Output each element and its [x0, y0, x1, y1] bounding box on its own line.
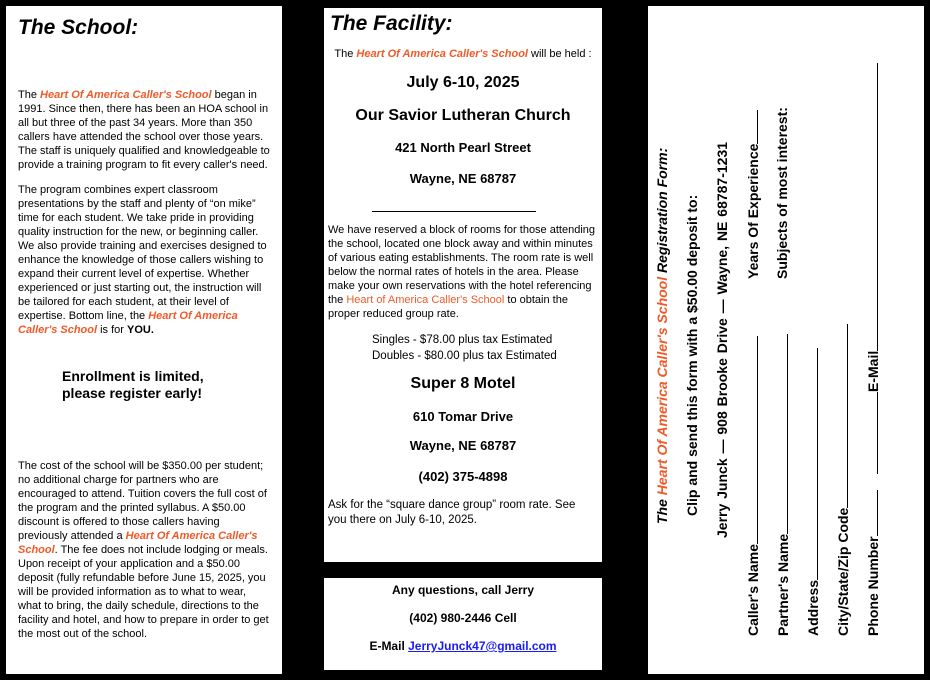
venue-city: Wayne, NE 68787: [409, 171, 517, 186]
doubles-rate: Doubles - $80.00 plus tax Estimated: [372, 350, 557, 362]
facility-title: The Facility:: [330, 12, 453, 35]
contact-panel: [324, 578, 602, 670]
years-experience-field[interactable]: Years Of Experience: [744, 110, 761, 279]
facility-panel: [324, 8, 602, 562]
school-title: The School:: [18, 16, 139, 39]
hotel-name: Super 8 Motel: [410, 375, 516, 392]
mailing-address: Jerry Junck — 908 Brooke Drive — Wayne, NE 68787-1231: [714, 141, 730, 538]
callers-name-field[interactable]: Caller's Name: [744, 336, 761, 636]
hotel-street: 610 Tomar Drive: [412, 409, 514, 424]
registration-panel: [648, 6, 924, 674]
subjects-field[interactable]: Subjects of most interest:: [774, 107, 790, 279]
registration-title: The Heart Of America Caller's School Registration Form:: [654, 147, 670, 524]
partners-name-field[interactable]: Partner's Name: [774, 334, 791, 636]
city-state-zip-field[interactable]: City/State/Zip Code: [834, 324, 851, 636]
email-field[interactable]: E-Mail: [864, 63, 881, 474]
address-field[interactable]: Address: [804, 348, 821, 636]
registration-form: [648, 6, 924, 674]
school-panel: [6, 6, 282, 674]
phone-number-field[interactable]: Phone Number: [864, 490, 881, 636]
registration-instruction: Clip and send this form with a $50.00 deposit to:: [684, 194, 700, 516]
contact-email-line: E-Mail JerryJunck47@gmail.com: [369, 639, 557, 653]
hotel-city: Wayne, NE 68787: [409, 438, 517, 453]
school-name: Heart Of America Caller's School: [18, 310, 238, 336]
questions-line: Any questions, call Jerry: [391, 583, 535, 597]
singles-rate: Singles - $78.00 plus tax Estimated: [372, 334, 553, 346]
school-intro-paragraph: The Heart Of America Caller's School began in 1991. Since then, there has been an HOA school in all but three of the past 34 years. More than 350 callers have attended the school over those years. The staff is uniquely qualified and knowledgeable to provide a training program to fit every caller's need.: [18, 89, 270, 171]
facility-intro: The Heart Of America Caller's School will be held :: [334, 48, 592, 60]
contact-phone: (402) 980-2446 Cell: [409, 611, 517, 625]
email-link[interactable]: JerryJunck47@gmail.com: [408, 639, 557, 653]
school-name: Heart Of America Caller's School: [18, 530, 258, 556]
closing-paragraph: Ask for the “square dance group” room rate. See you there on July 6-10, 2025.: [328, 499, 576, 526]
school-cost-paragraph: The cost of the school will be $350.00 per student; no additional charge for partners who are encouraged to attend. Tuition covers the full cost of the program and the printed syllabus. A $50.00 discount is offered to those callers having previously attended a Heart Of America Caller's School. The fee does not include lodging or meals. Upon receipt of your application and a $50.00 deposit (fully refundable before June 15, 2025, you will be provided information as to what to wear, what to bring, the daily schedule, directions to the facility and hotel, and how to prepare in order to get the most out of the school.: [18, 460, 269, 640]
school-name: Heart Of America Caller's School: [40, 89, 212, 101]
enrollment-notice: Enrollment is limited, please register early!: [62, 368, 204, 401]
venue-street: 421 North Pearl Street: [395, 140, 531, 155]
venue-name: Our Savior Lutheran Church: [355, 107, 571, 124]
school-program-paragraph: The program combines expert classroom presentations by the staff and plenty of “on mike” time for each student. We take pride in providing quality instruction for the new, or beginning caller. We also provide training and exercises designed to enhance the knowledge of those callers wishing to expand their current level of expertise. Whether experienced or just starting out, the instruction will be tailored for each student, at their level of expertise. Bottom line, the Heart Of America Caller's School is for YOU.: [18, 184, 267, 336]
divider: [372, 211, 536, 212]
school-dates: July 6-10, 2025: [406, 74, 520, 91]
hotel-phone: (402) 375-4898: [418, 469, 508, 484]
rooms-paragraph: We have reserved a block of rooms for those attending the school, located one block away and within minutes of various eating establishments. The room rate is well below the normal rates of hotels in the area. Please make your own reservations with the hotel referencing the Heart of America Caller's School to obtain the proper reduced group rate.: [328, 224, 595, 320]
